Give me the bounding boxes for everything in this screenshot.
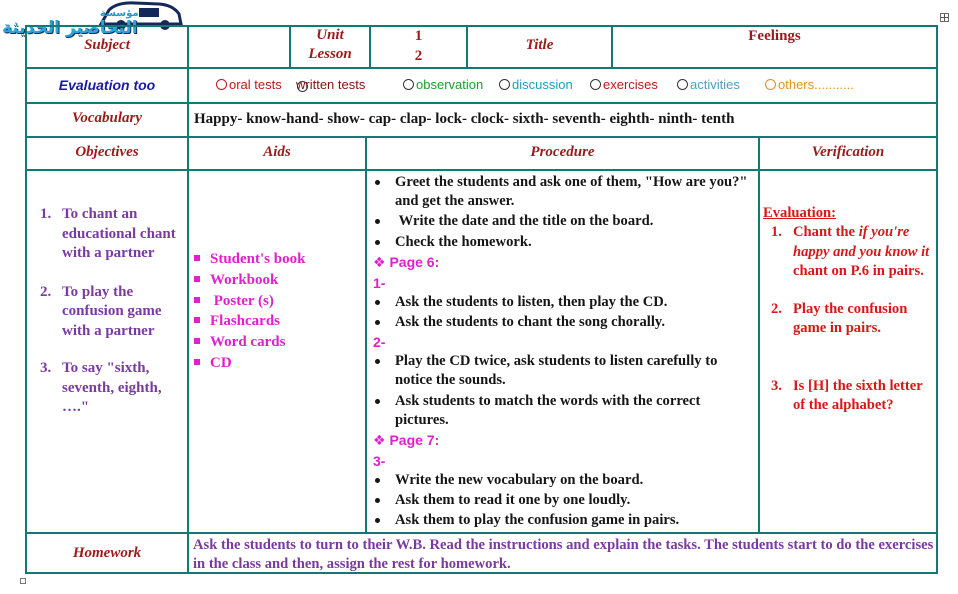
objective-text: To chant an educational chant with a partner <box>62 206 176 261</box>
list-item: Poster (s) <box>194 291 362 312</box>
logo-main-text: التحاضير الحديثة <box>2 18 138 38</box>
lesson-plan-table <box>25 25 938 574</box>
objectives-list <box>37 205 183 418</box>
list-item: Workbook <box>194 270 362 291</box>
objectives-header: Objectives <box>75 144 139 160</box>
list-item: Play the CD twice, ask students to listen carefully to notice the sounds. <box>367 352 757 390</box>
table-move-handle[interactable] <box>940 13 949 22</box>
diamond-icon: ❖ <box>373 255 386 271</box>
step-3-label: 3- <box>373 453 386 469</box>
list-item: Word cards <box>194 332 362 353</box>
objective-number: 2. <box>40 283 52 300</box>
radio-icon[interactable] <box>765 79 776 90</box>
list-item: Ask the students to listen, then play the CD. <box>367 293 757 312</box>
list-item: Greet the students and ask one of them, "How are you?" and get the answer. <box>367 173 757 211</box>
unit-value: 1 <box>414 28 423 44</box>
verification-heading: Evaluation: <box>763 205 836 221</box>
objective-number: 3. <box>40 360 52 376</box>
list-item <box>37 283 183 342</box>
radio-icon[interactable] <box>403 79 414 90</box>
verification-header: Verification <box>811 144 885 160</box>
radio-icon[interactable] <box>590 79 601 90</box>
vocabulary-words: Happy- know-hand- show- cap- clap- lock- clock- sixth- seventh- eighth- ninth- tenth <box>194 111 735 127</box>
eval-activities[interactable]: activities <box>677 77 740 92</box>
eval-discussion[interactable]: discussion <box>499 77 573 92</box>
radio-icon[interactable] <box>499 79 510 90</box>
list-item: Write the new vocabulary on the board. <box>367 471 757 490</box>
verification-content <box>763 204 935 415</box>
eval-exercises[interactable]: exercises <box>590 77 658 92</box>
objective-text: To say "sixth, seventh, eighth, …." <box>62 360 162 415</box>
lesson-label: Lesson <box>308 46 352 62</box>
eval-oral-tests[interactable]: oral tests <box>216 77 282 92</box>
subject-label: Subject <box>84 37 130 53</box>
radio-icon[interactable] <box>216 79 227 90</box>
list-item: Flashcards <box>194 311 362 332</box>
objective-number: 1. <box>40 206 52 222</box>
list-item: Ask them to play the confusion game in pairs. <box>367 511 757 530</box>
aids-header: Aids <box>263 144 291 160</box>
procedure-content <box>367 173 757 530</box>
list-item: Check the homework. <box>367 233 757 252</box>
step-2-label: 2- <box>373 334 386 350</box>
list-item: Ask them to read it one by one loudly. <box>367 491 757 510</box>
radio-icon[interactable] <box>677 79 688 90</box>
title-label: Title <box>525 37 554 53</box>
lesson-value: 2 <box>414 48 423 64</box>
page-6-heading: ❖ Page 6: <box>373 254 440 271</box>
homework-text: Ask the students to turn to their W.B. Read the instructions and explain the tasks. The students start to do the exercises in the class and then, assign the rest for homework. <box>193 537 934 572</box>
vocabulary-label: Vocabulary <box>71 110 142 126</box>
objective-text: To play the confusion game with a partner <box>62 283 162 339</box>
list-item <box>37 205 183 264</box>
evaluation-tools <box>216 77 931 99</box>
list-item: 3. Is [H] the sixth letter of the alphabet? <box>771 377 923 414</box>
evaluation-label: Evaluation too <box>58 77 156 93</box>
procedure-header: Procedure <box>530 144 595 160</box>
aids-list <box>194 249 362 374</box>
diamond-icon: ❖ <box>373 433 386 449</box>
table-resize-handle[interactable] <box>20 578 26 584</box>
list-item: Write the date and the title on the board. <box>367 212 757 231</box>
list-item <box>37 359 183 418</box>
list-item: 1. Chant the if you're happy and you know it chant on P.6 in pairs. <box>771 224 930 279</box>
unit-label: Unit <box>316 27 344 43</box>
list-item: Ask students to match the words with the correct pictures. <box>367 392 757 430</box>
title-value: Feelings <box>748 28 801 44</box>
page-7-heading: ❖ Page 7: <box>373 432 440 449</box>
eval-written-tests[interactable]: written tests <box>296 77 366 92</box>
subject-value-cell[interactable] <box>189 27 289 67</box>
list-item: 2. Play the confusion game in pairs. <box>771 301 908 337</box>
step-1-label: 1- <box>373 275 386 291</box>
logo-top-text: مؤسسة <box>100 8 139 19</box>
eval-observation[interactable]: observation <box>403 77 483 92</box>
list-item: Ask the students to chant the song chorally. <box>367 313 757 332</box>
eval-others[interactable]: others........... <box>765 77 854 92</box>
list-item: Student's book <box>194 249 362 270</box>
radio-icon[interactable] <box>297 81 308 92</box>
list-item: CD <box>194 353 362 374</box>
homework-label: Homework <box>72 545 142 561</box>
